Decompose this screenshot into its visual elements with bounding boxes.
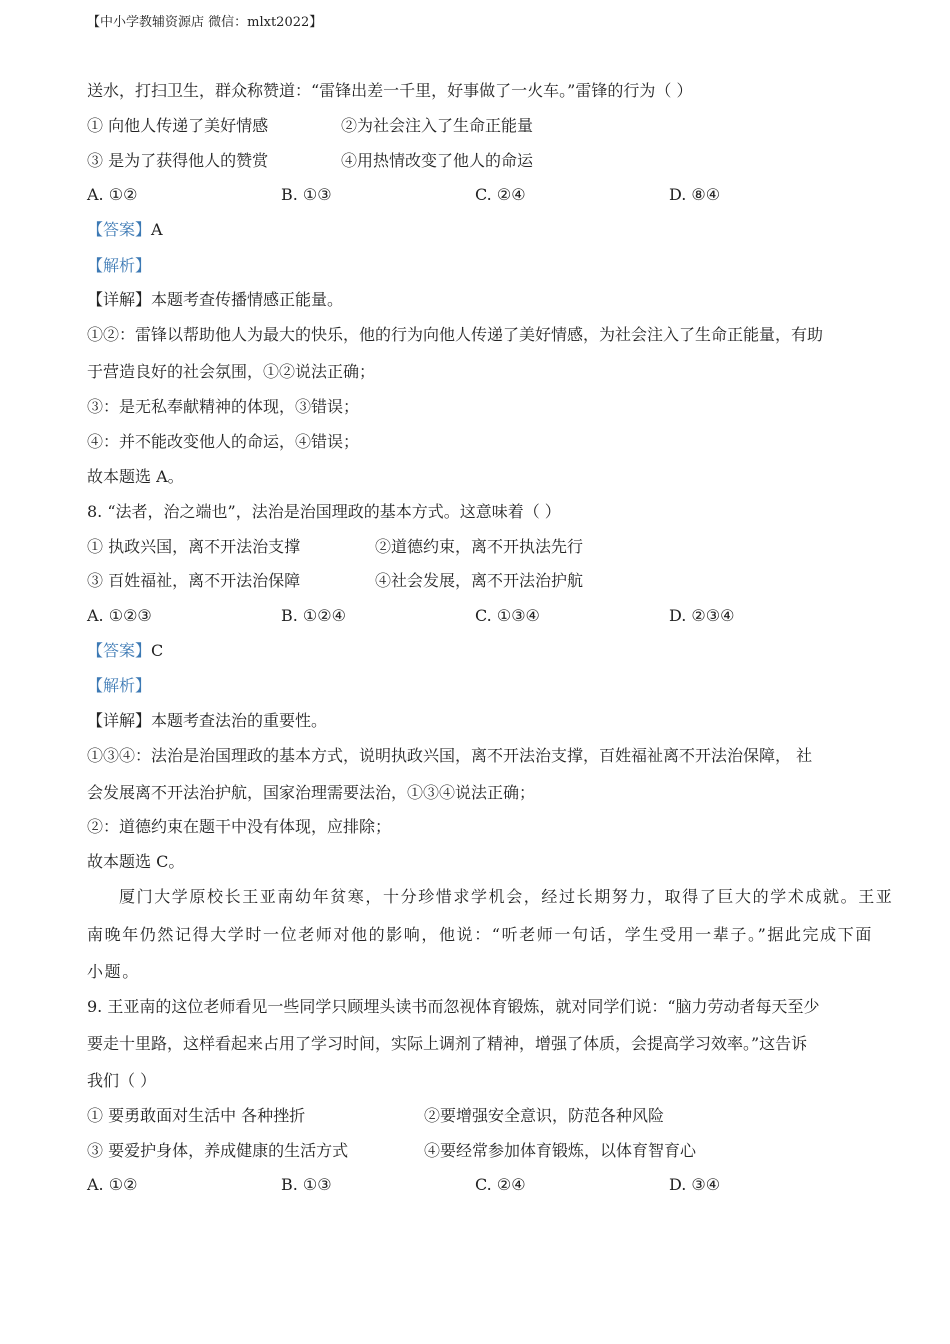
answer-value: C xyxy=(151,641,164,660)
q7-option-b: B. ①③ xyxy=(281,185,332,204)
q8-statement-1: ① 执政兴国，离不开法治支撑 xyxy=(87,537,301,556)
q7-explain-4: ④：并不能改变他人的命运，④错误； xyxy=(87,432,360,451)
q8-statement-3: ③ 百姓福祉，离不开法治保障 xyxy=(87,571,301,590)
q9-stem-1: 9. 王亚南的这位老师看见一些同学只顾埋头读书而忽视体育锻炼，就对同学们说：“脑力劳动者每天至少 xyxy=(87,997,820,1016)
q7-option-c: C. ②④ xyxy=(475,185,526,204)
q9-statement-4: ④要经常参加体育锻炼，以体育智育心 xyxy=(424,1141,697,1160)
q7-explain-1: ①②：雷锋以帮助他人为最大的快乐，他的行为向他人传递了美好情感，为社会注入了生命正能量，有助 xyxy=(87,325,824,344)
passage-line-2: 南晚年仍然记得大学时一位老师对他的影响，他说：“听老师一句话，学生受用一辈子。”据此完成下面 xyxy=(87,925,873,944)
q7-detail: 【详解】本题考查传播情感正能量。 xyxy=(87,290,344,309)
q7-option-d: D. ⑧④ xyxy=(669,185,721,204)
q7-statement-1: ① 向他人传递了美好情感 xyxy=(87,116,269,135)
q8-statement-2: ②道德约束，离不开执法先行 xyxy=(375,537,584,556)
q7-statement-4: ④用热情改变了他人的命运 xyxy=(341,151,534,170)
q8-explain-1: ①③④：法治是治国理政的基本方式，说明执政兴国，离不开法治支撑，百姓福祉离不开法治保障， 社 xyxy=(87,746,813,765)
q8-explain-3: ②：道德约束在题干中没有体现，应排除； xyxy=(87,817,392,836)
q8-explain-2: 会发展离不开法治护航，国家治理需要法治，①③④说法正确； xyxy=(87,783,536,802)
passage-line-1: 厦门大学原校长王亚南幼年贫寒，十分珍惜求学机会，经过长期努力，取得了巨大的学术成就。王亚 xyxy=(119,887,894,906)
q7-answer xyxy=(87,220,163,240)
q8-detail: 【详解】本题考查法治的重要性。 xyxy=(87,711,328,730)
q8-answer xyxy=(87,641,163,661)
q8-stem: 8. “法者，治之端也”，法治是治国理政的基本方式。这意味着（ ） xyxy=(87,502,561,521)
q8-analysis-label: 【解析】 xyxy=(87,676,152,695)
q9-option-a: A. ①② xyxy=(87,1175,138,1194)
passage-line-3: 小题。 xyxy=(87,962,140,981)
answer-label: 【答案】 xyxy=(87,220,152,239)
q7-statement-3: ③ 是为了获得他人的赞赏 xyxy=(87,151,269,170)
q7-conclusion: 故本题选 A。 xyxy=(87,467,184,486)
q8-statement-4: ④社会发展，离不开法治护航 xyxy=(375,571,584,590)
q7-statement-2: ②为社会注入了生命正能量 xyxy=(341,116,534,135)
q8-conclusion: 故本题选 C。 xyxy=(87,852,185,871)
q8-option-d: D. ②③④ xyxy=(669,606,735,625)
q7-explain-3: ③：是无私奉献精神的体现，③错误； xyxy=(87,397,360,416)
q9-option-c: C. ②④ xyxy=(475,1175,526,1194)
q9-stem-3: 我们（ ） xyxy=(87,1071,157,1090)
q9-statement-3: ③ 要爱护身体，养成健康的生活方式 xyxy=(87,1141,349,1160)
q8-option-a: A. ①②③ xyxy=(87,606,152,625)
q7-stem-tail: 送水，打扫卫生，群众称赞道：“雷锋出差一千里，好事做了一火车。”雷锋的行为（ ） xyxy=(87,81,693,100)
q9-option-b: B. ①③ xyxy=(281,1175,332,1194)
q8-option-c: C. ①③④ xyxy=(475,606,540,625)
q7-analysis-label: 【解析】 xyxy=(87,256,152,275)
q9-statement-1: ① 要勇敢面对生活中 各种挫折 xyxy=(87,1106,306,1125)
answer-value: A xyxy=(151,220,163,239)
q7-option-a: A. ①② xyxy=(87,185,138,204)
answer-label: 【答案】 xyxy=(87,641,152,660)
page-header: 【中小学教辅资源店 微信：mlxt2022】 xyxy=(87,15,323,30)
q9-statement-2: ②要增强安全意识，防范各种风险 xyxy=(424,1106,665,1125)
q9-stem-2: 要走十里路，这样看起来占用了学习时间，实际上调剂了精神，增强了体质，会提高学习效率。”这告诉 xyxy=(87,1034,808,1053)
q7-explain-2: 于营造良好的社会氛围，①②说法正确； xyxy=(87,362,376,381)
q9-option-d: D. ③④ xyxy=(669,1175,721,1194)
q8-option-b: B. ①②④ xyxy=(281,606,346,625)
